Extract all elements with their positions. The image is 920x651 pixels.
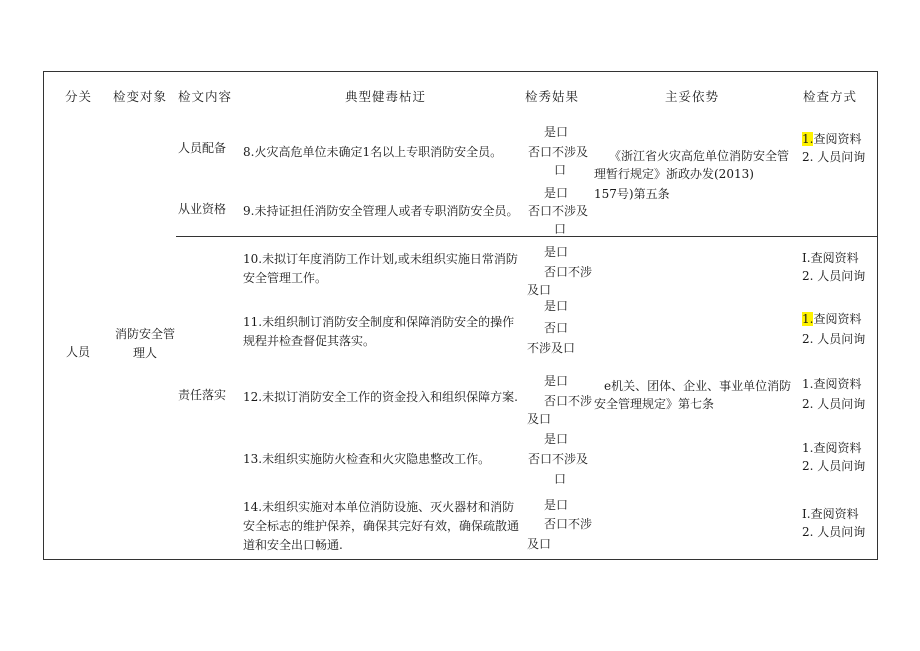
- content-responsibility: 责任落实: [178, 388, 227, 402]
- result-no-checkbox[interactable]: 否口不涉: [544, 517, 593, 531]
- result-yes-checkbox[interactable]: 是口: [544, 498, 569, 512]
- basis-line: e机关、团体、企业、事业单位消防: [604, 379, 792, 393]
- behavior-item-10: 10.未拟订年度消防工作计划,或未组织实施日常消防安全管理工作。: [243, 252, 518, 285]
- result-na-checkbox[interactable]: 口: [554, 163, 567, 177]
- header-basis: 主妥依势: [665, 89, 720, 104]
- header-content: 检文内容: [178, 89, 233, 104]
- method-line-1: I.查阅资料: [802, 251, 859, 265]
- basis-line: 157号)第五条: [594, 187, 670, 201]
- result-yes-checkbox[interactable]: 是口: [544, 374, 569, 388]
- result-yes-checkbox[interactable]: 是口: [544, 186, 569, 200]
- method-line-2: 2. 人员问询: [802, 269, 866, 283]
- behavior-item-13: 13.未组织实施防火检查和火灾隐患整改工作。: [243, 452, 491, 466]
- content-staffing: 人员配备: [178, 141, 227, 155]
- method-line-1: 1.查阅资料: [802, 441, 862, 455]
- method-line-2: 2. 人员问询: [802, 332, 866, 346]
- result-yes-checkbox[interactable]: 是口: [544, 432, 569, 446]
- result-no-checkbox[interactable]: 否口不涉: [544, 394, 593, 408]
- highlighted-number: 1.: [802, 312, 814, 326]
- method-line-1: I.查阅资料: [802, 507, 859, 521]
- result-na-checkbox[interactable]: 口: [554, 222, 567, 236]
- highlighted-number: 1.: [802, 132, 814, 146]
- method-line-2: 2. 人员问询: [802, 525, 866, 539]
- result-no-checkbox[interactable]: 否口不涉: [544, 265, 593, 279]
- result-no-checkbox[interactable]: 否口不涉及: [528, 145, 589, 159]
- behavior-item-14: 14.未组织实施对本单位消防设施、灭火器材和消防安全标志的维护保养，确保其完好有效，确保疏散通道和安全出口畅通.: [243, 500, 520, 552]
- result-na-checkbox[interactable]: 不涉及口: [527, 341, 576, 355]
- basis-line: 《浙江省火灾高危单位消防安全管: [609, 149, 790, 163]
- content-qualification: 从业资格: [178, 202, 227, 216]
- result-na-checkbox[interactable]: 及口: [527, 412, 552, 426]
- header-category: 分关: [65, 89, 93, 104]
- method-line-1: 1.查阅资料: [802, 312, 862, 326]
- method-line-1: 1.查阅资料: [802, 132, 862, 146]
- behavior-item-12: 12.未拟订消防安全工作的资金投入和组织保障方案.: [243, 390, 518, 404]
- result-no-checkbox[interactable]: 否口不涉及: [528, 204, 589, 218]
- behavior-item-11: 11.未组织制订消防安全制度和保障消防安全的操作规程并检查督促其落实。: [243, 315, 515, 348]
- header-method: 检查方式: [803, 89, 858, 104]
- header-behavior: 典型健毒枯迂: [345, 89, 427, 104]
- method-line-2: 2. 人员问询: [802, 459, 866, 473]
- header-object: 检变对象: [113, 89, 168, 104]
- behavior-item-8: 8.火灾高危单位未确定1名以上专职消防安全员。: [243, 145, 503, 159]
- result-no-checkbox[interactable]: 否口: [544, 321, 569, 335]
- result-yes-checkbox[interactable]: 是口: [544, 245, 569, 259]
- result-na-checkbox[interactable]: 及口: [527, 283, 552, 297]
- result-yes-checkbox[interactable]: 是口: [544, 299, 569, 313]
- behavior-item-9: 9.未持证担任消防安全管理人或者专职消防安全员。: [243, 204, 519, 218]
- category-cell: 人员: [66, 345, 91, 359]
- object-cell: 消防安全管理人: [114, 327, 175, 360]
- result-yes-checkbox[interactable]: 是口: [544, 125, 569, 139]
- result-na-checkbox[interactable]: 口: [554, 472, 567, 486]
- row-divider: [176, 236, 878, 237]
- method-line-2: 2. 人员问询: [802, 397, 866, 411]
- basis-line: 安全管理规定》第七条: [594, 397, 715, 411]
- basis-line: 理暂行规定》浙政办发(2013): [594, 167, 754, 181]
- result-no-checkbox[interactable]: 否口不涉及: [528, 452, 589, 466]
- header-result: 检秀姑果: [525, 89, 580, 104]
- result-na-checkbox[interactable]: 及口: [527, 537, 552, 551]
- method-line-2: 2. 人员问询: [802, 150, 866, 164]
- method-line-1: 1.查阅资料: [802, 377, 862, 391]
